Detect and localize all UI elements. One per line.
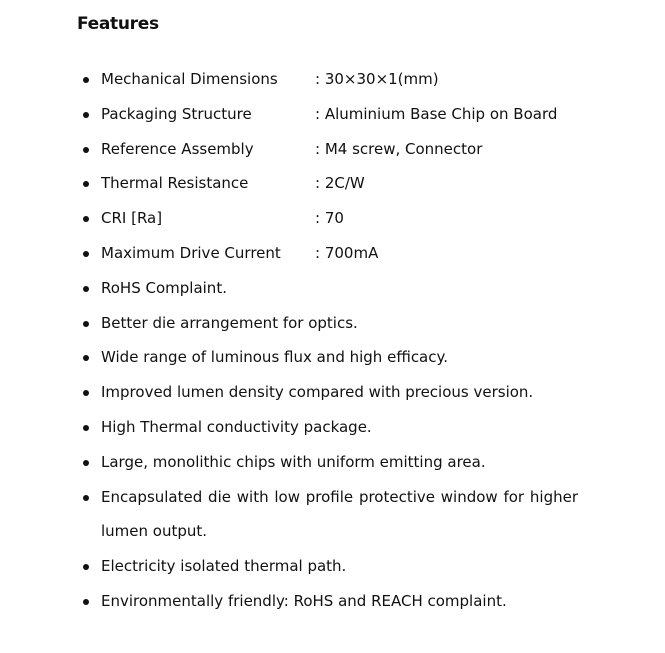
spec-value: : M4 screw, Connector [315,139,483,158]
bullet-icon [83,564,89,570]
feature-text: Electricity isolated thermal path. [101,557,347,576]
spec-label: Reference Assembly [101,139,254,158]
spec-label: Thermal Resistance [101,174,249,193]
feature-text: Environmentally friendly: RoHS and REACH complaint. [101,591,507,610]
spec-value: : 30×30×1(mm) [315,70,439,88]
features-heading: Features [77,14,159,34]
bullet-icon [83,495,89,501]
bullet-icon [83,321,89,327]
spec-row-mechanical-dimensions [78,62,588,97]
bullet-icon [83,216,89,222]
bullet-icon [83,251,89,257]
feature-item [78,410,588,445]
spec-value: : 70 [315,209,344,228]
feature-item [78,306,588,341]
spec-value: : 2C/W [315,174,365,193]
feature-item [78,340,588,375]
bullet-icon [83,460,89,466]
features-list [78,62,588,619]
bullet-icon [83,599,89,605]
feature-text: RoHS Complaint. [101,278,227,297]
spec-row-packaging-structure [78,97,588,132]
spec-value: : 700mA [315,243,379,262]
bullet-icon [83,77,89,83]
bullet-icon [83,112,89,118]
feature-item [78,584,588,619]
feature-item [78,480,588,550]
spec-row-cri [78,201,588,236]
feature-text: Wide range of luminous flux and high efficacy. [101,348,449,367]
spec-label: Mechanical Dimensions [101,70,278,88]
bullet-icon [83,286,89,292]
spec-label: CRI [Ra] [101,209,163,228]
spec-label: Packaging Structure [101,104,252,123]
spec-value: : Aluminium Base Chip on Board [315,104,558,123]
bullet-icon [83,147,89,153]
spec-row-thermal-resistance [78,166,588,201]
bullet-icon [83,355,89,361]
spec-row-maximum-drive-current [78,236,588,271]
bullet-icon [83,181,89,187]
spec-row-reference-assembly [78,132,588,167]
feature-item [78,271,588,306]
feature-text: Large, monolithic chips with uniform emitting area. [101,452,486,471]
feature-item [78,445,588,480]
feature-item [78,549,588,584]
bullet-icon [83,425,89,431]
feature-text: High Thermal conductivity package. [101,417,372,436]
spec-label: Maximum Drive Current [101,243,281,262]
feature-text: Better die arrangement for optics. [101,313,358,332]
feature-text: Improved lumen density compared with precious version. [101,383,534,402]
feature-item [78,375,588,410]
bullet-icon [83,390,89,396]
feature-text: Encapsulated die with low profile protective window for higher lumen output. [101,487,578,541]
